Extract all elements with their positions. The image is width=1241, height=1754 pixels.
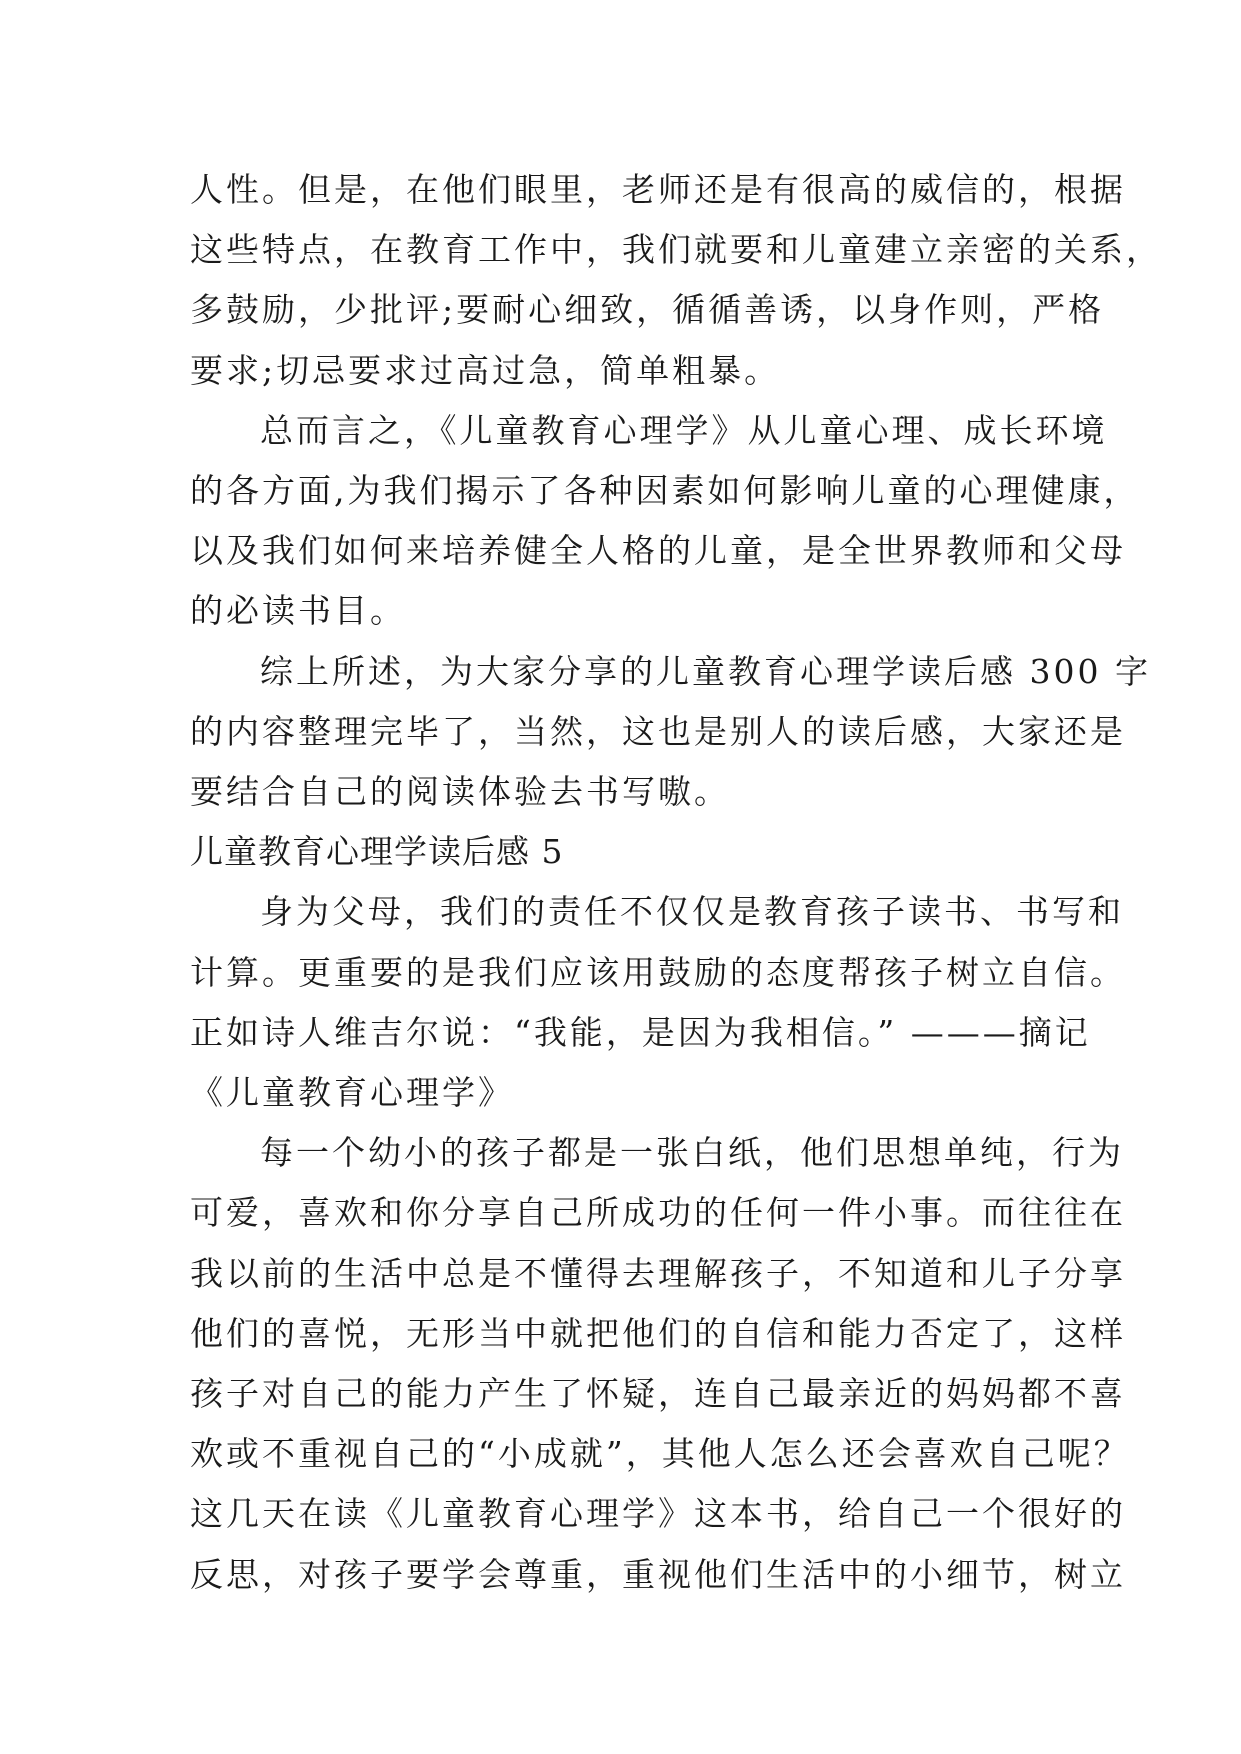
text-line: 多鼓励，少批评;要耐心细致，循循善诱，以身作则，严格 [190,290,1105,330]
text-line: 可爱，喜欢和你分享自己所成功的任何一件小事。而往往在 [190,1193,1126,1233]
text-line: 计算。更重要的是我们应该用鼓励的态度帮孩子树立自信。 [190,952,1126,992]
text-line: 《儿童教育心理学》 [190,1073,514,1113]
paragraph-p4 [190,882,1126,1123]
text-line: 儿童教育心理学读后感 5 [190,832,564,872]
text-line: 正如诗人维吉尔说：“我能，是因为我相信。” ———摘记 [190,1012,1091,1052]
section-heading [190,822,1070,882]
text-line: 要求;切忌要求过高过急，简单粗暴。 [190,350,781,390]
text-line: 他们的喜悦，无形当中就把他们的自信和能力否定了，这样 [190,1313,1126,1353]
paragraph-p3 [190,642,1151,823]
text-line: 的必读书目。 [190,591,406,631]
text-line: 要结合自己的阅读体验去书写嗷。 [190,772,730,812]
paragraph-p5 [190,1123,1130,1605]
text-line: 的内容整理完毕了，当然，这也是别人的读后感，大家还是 [190,711,1126,751]
text-line: 我以前的生活中总是不懂得去理解孩子，不知道和儿子分享 [190,1253,1126,1293]
text-line: 每一个幼小的孩子都是一张白纸，他们思想单纯，行为 [260,1133,1124,1173]
text-line: 孩子对自己的能力产生了怀疑，连自己最亲近的妈妈都不喜 [190,1374,1126,1414]
text-line: 人性。但是，在他们眼里，老师还是有很高的威信的，根据 [190,170,1126,209]
text-line: 以及我们如何来培养健全人格的儿童，是全世界教师和父母 [190,531,1126,571]
text-line: 的各方面,为我们揭示了各种因素如何影响儿童的心理健康， [190,471,1140,511]
document-body [190,160,1162,1605]
text-line: 欢或不重视自己的“小成就”，其他人怎么还会喜欢自己呢？ [190,1434,1130,1474]
text-line: 综上所述，为大家分享的儿童教育心理学读后感 300 字 [260,651,1151,691]
paragraph-p2 [190,401,1140,642]
text-line: 身为父母，我们的责任不仅仅是教育孩子读书、书写和 [260,892,1124,932]
text-line: 总而言之，《儿童教育心理学》从儿童心理、成长环境 [260,410,1108,450]
text-line: 这些特点，在教育工作中，我们就要和儿童建立亲密的关系， [190,230,1162,270]
text-line: 这几天在读《儿童教育心理学》这本书，给自己一个很好的 [190,1494,1126,1534]
paragraph-p1 [190,160,1162,401]
text-line: 反思，对孩子要学会尊重，重视他们生活中的小细节，树立 [190,1554,1126,1594]
